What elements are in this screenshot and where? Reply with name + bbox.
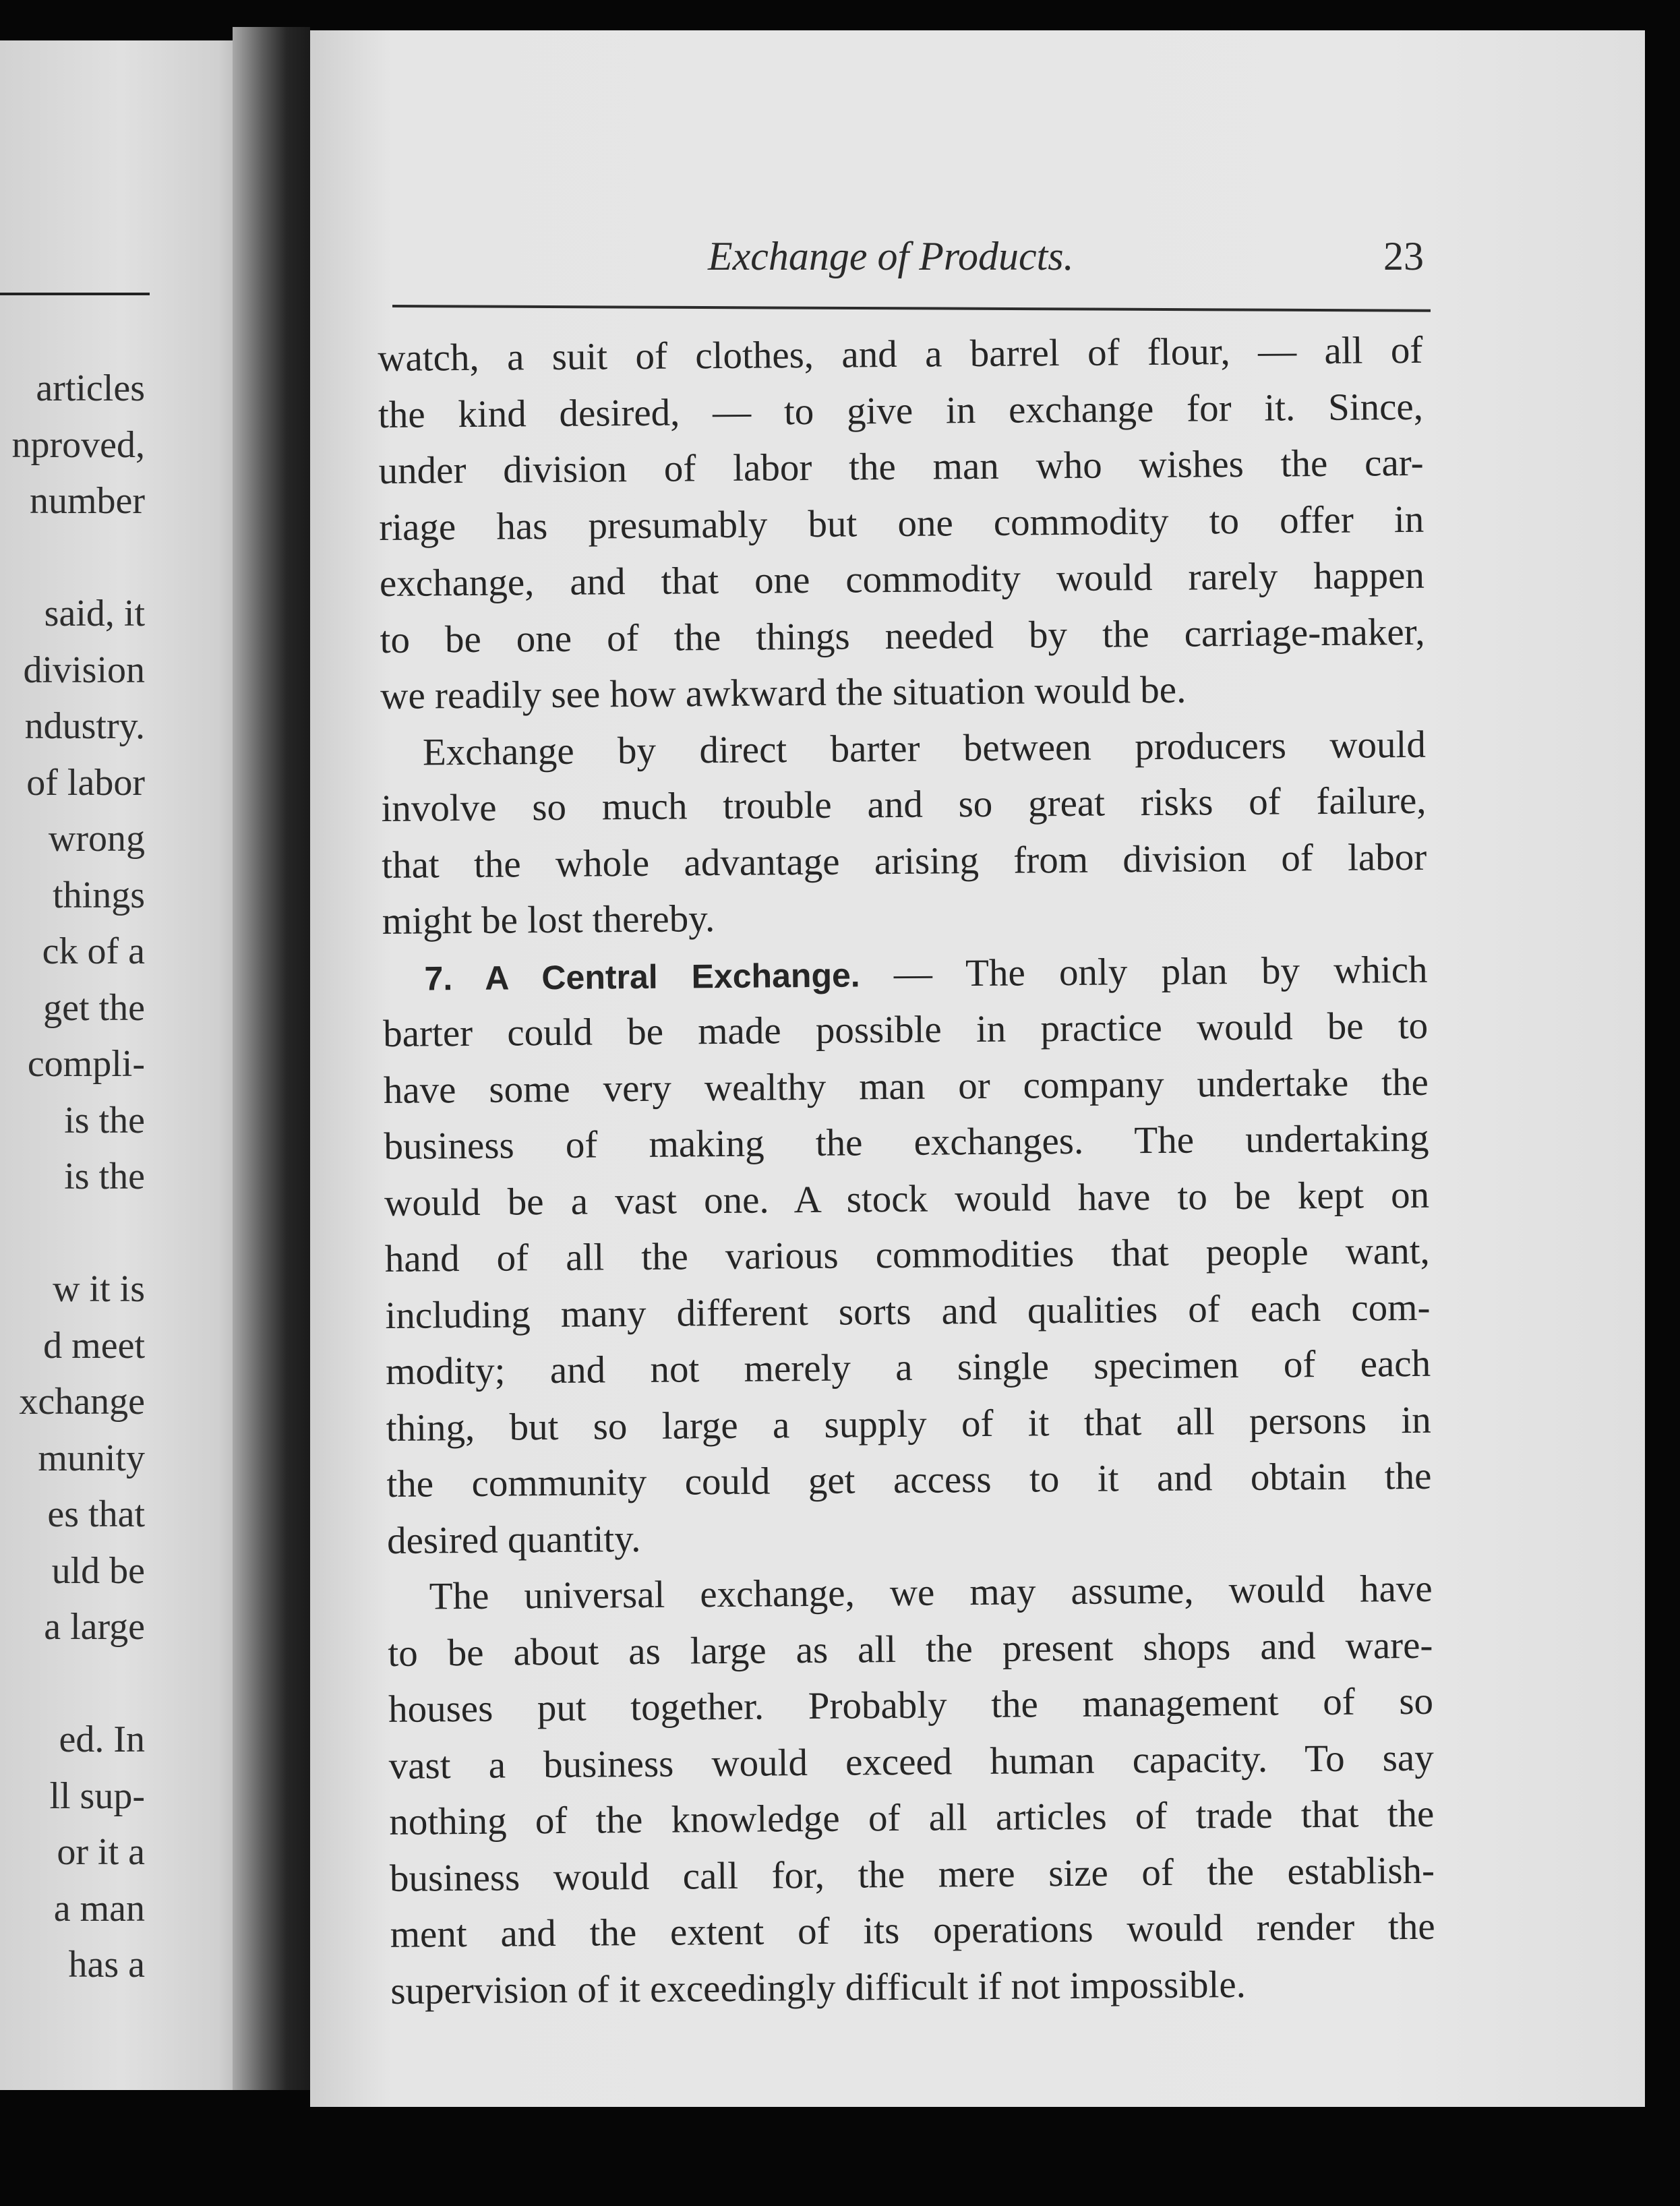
section-7-first-line xyxy=(382,941,1428,1006)
paragraph-1-line: the kind desired, — to give in exchange for it. Since, xyxy=(378,385,1424,436)
section-7-line: thing, but so large a supply of it that all persons in xyxy=(386,1398,1431,1450)
left-page-line: wrong xyxy=(48,818,145,860)
section-7-line: would be a vast one. A stock would have to be kept on xyxy=(384,1173,1430,1224)
paragraph-2 xyxy=(381,716,1428,949)
paragraph-2-line: that the whole advantage arising from division of labor xyxy=(381,835,1427,887)
left-page-line: nproved, xyxy=(11,423,145,466)
left-page-line: ndustry. xyxy=(24,705,145,747)
paragraph-1-line: riage has presumably but one commodity to offer in xyxy=(379,498,1424,549)
left-page-line: articles xyxy=(36,367,145,409)
left-page-line: is the xyxy=(64,1156,145,1197)
section-7-line: barter could be made possible in practice would be to xyxy=(382,1004,1429,1055)
left-page-line: w it is xyxy=(53,1268,145,1310)
left-page-line xyxy=(0,530,145,587)
left-page-line: compli- xyxy=(27,1043,145,1085)
section-heading: 7. A Central Exchange. xyxy=(424,955,860,997)
left-page-line xyxy=(0,1656,145,1712)
left-page-line: uld be xyxy=(51,1549,145,1592)
left-page-line: is the xyxy=(64,1099,145,1141)
section-7-line: hand of all the various commodities that people want, xyxy=(384,1229,1431,1280)
left-page-line: xchange xyxy=(19,1381,145,1423)
left-page-line: ll sup- xyxy=(49,1775,145,1817)
left-page xyxy=(0,40,243,2090)
left-page-line: ed. In xyxy=(59,1719,145,1760)
left-page-line: a large xyxy=(44,1606,145,1648)
left-page-text xyxy=(0,361,145,1994)
paragraph-4-line: to be about as large as all the present shops and ware- xyxy=(388,1623,1433,1675)
section-7-line: desired quantity. xyxy=(386,1517,641,1562)
left-page-line: number xyxy=(29,480,145,522)
paragraph-4-line: ment and the extent of its operations would render the xyxy=(390,1905,1435,1956)
book-gutter xyxy=(233,27,310,2090)
left-page-line: has a xyxy=(68,1944,145,1986)
running-header-title: Exchange of Products. xyxy=(708,234,1074,278)
left-page-line: get the xyxy=(43,986,145,1029)
section-first-line-text: — The only plan by which xyxy=(860,948,1428,995)
paragraph-4-line: business would call for, the mere size of the establish- xyxy=(389,1849,1435,1900)
left-page-line: munity xyxy=(38,1437,145,1479)
left-page-line xyxy=(0,1205,145,1262)
left-page-line: division xyxy=(23,649,145,691)
section-7-line: the community could get access to it and obtain the xyxy=(386,1454,1432,1506)
paragraph-1-line: watch, a suit of clothes, and a barrel of flour, — all of xyxy=(378,328,1423,380)
paragraph-4 xyxy=(387,1561,1435,2019)
left-page-line: said, it xyxy=(44,593,145,634)
left-page-line: es that xyxy=(47,1493,145,1535)
paragraph-1-line: we readily see how awkward the situation would be. xyxy=(380,668,1187,717)
paragraph-4-line: supervision of it exceedingly difficult if not impossible. xyxy=(390,1963,1247,2013)
left-page-line: d meet xyxy=(43,1324,145,1367)
section-7-paragraph xyxy=(382,941,1432,1569)
page-body xyxy=(378,322,1436,2019)
section-7-line: business of making the exchanges. The undertaking xyxy=(384,1116,1429,1168)
left-page-line: a man xyxy=(53,1887,145,1930)
section-7-line: have some very wealthy man or company undertake the xyxy=(383,1061,1429,1112)
paragraph-1-line: under division of labor the man who wishes the car- xyxy=(378,441,1424,492)
paragraph-4-line: nothing of the knowledge of all articles of trade that the xyxy=(389,1792,1435,1843)
left-page-line: things xyxy=(53,874,145,916)
page-number: 23 xyxy=(1383,234,1424,278)
left-page-line: ck of a xyxy=(42,930,145,972)
paragraph-2-line: involve so much trouble and so great risks of failure, xyxy=(381,779,1427,830)
paragraph-2-line: might be lost thereby. xyxy=(382,897,715,943)
paragraph-4-line: The universal exchange, we may assume, would have xyxy=(429,1567,1433,1618)
paragraph-4-line: houses put together. Probably the management of so xyxy=(388,1679,1434,1731)
page-edge-shadow xyxy=(1645,30,1680,2107)
paragraph-4-line: vast a business would exceed human capacity. To say xyxy=(388,1736,1434,1787)
left-page-line: of labor xyxy=(26,761,145,804)
section-7-line: including many different sorts and qualities of each com- xyxy=(385,1286,1431,1337)
section-7-line: modity; and not merely a single specimen of each xyxy=(385,1342,1431,1393)
paragraph-1-line: exchange, and that one commodity would rarely happen xyxy=(379,554,1425,605)
paragraph-1-line: to be one of the things needed by the carriage-maker, xyxy=(380,610,1425,661)
left-page-line: or it a xyxy=(57,1831,145,1873)
left-page-header-rule xyxy=(0,293,150,295)
paragraph-2-line: Exchange by direct barter between producers would xyxy=(422,723,1427,773)
paragraph-1 xyxy=(378,322,1426,725)
